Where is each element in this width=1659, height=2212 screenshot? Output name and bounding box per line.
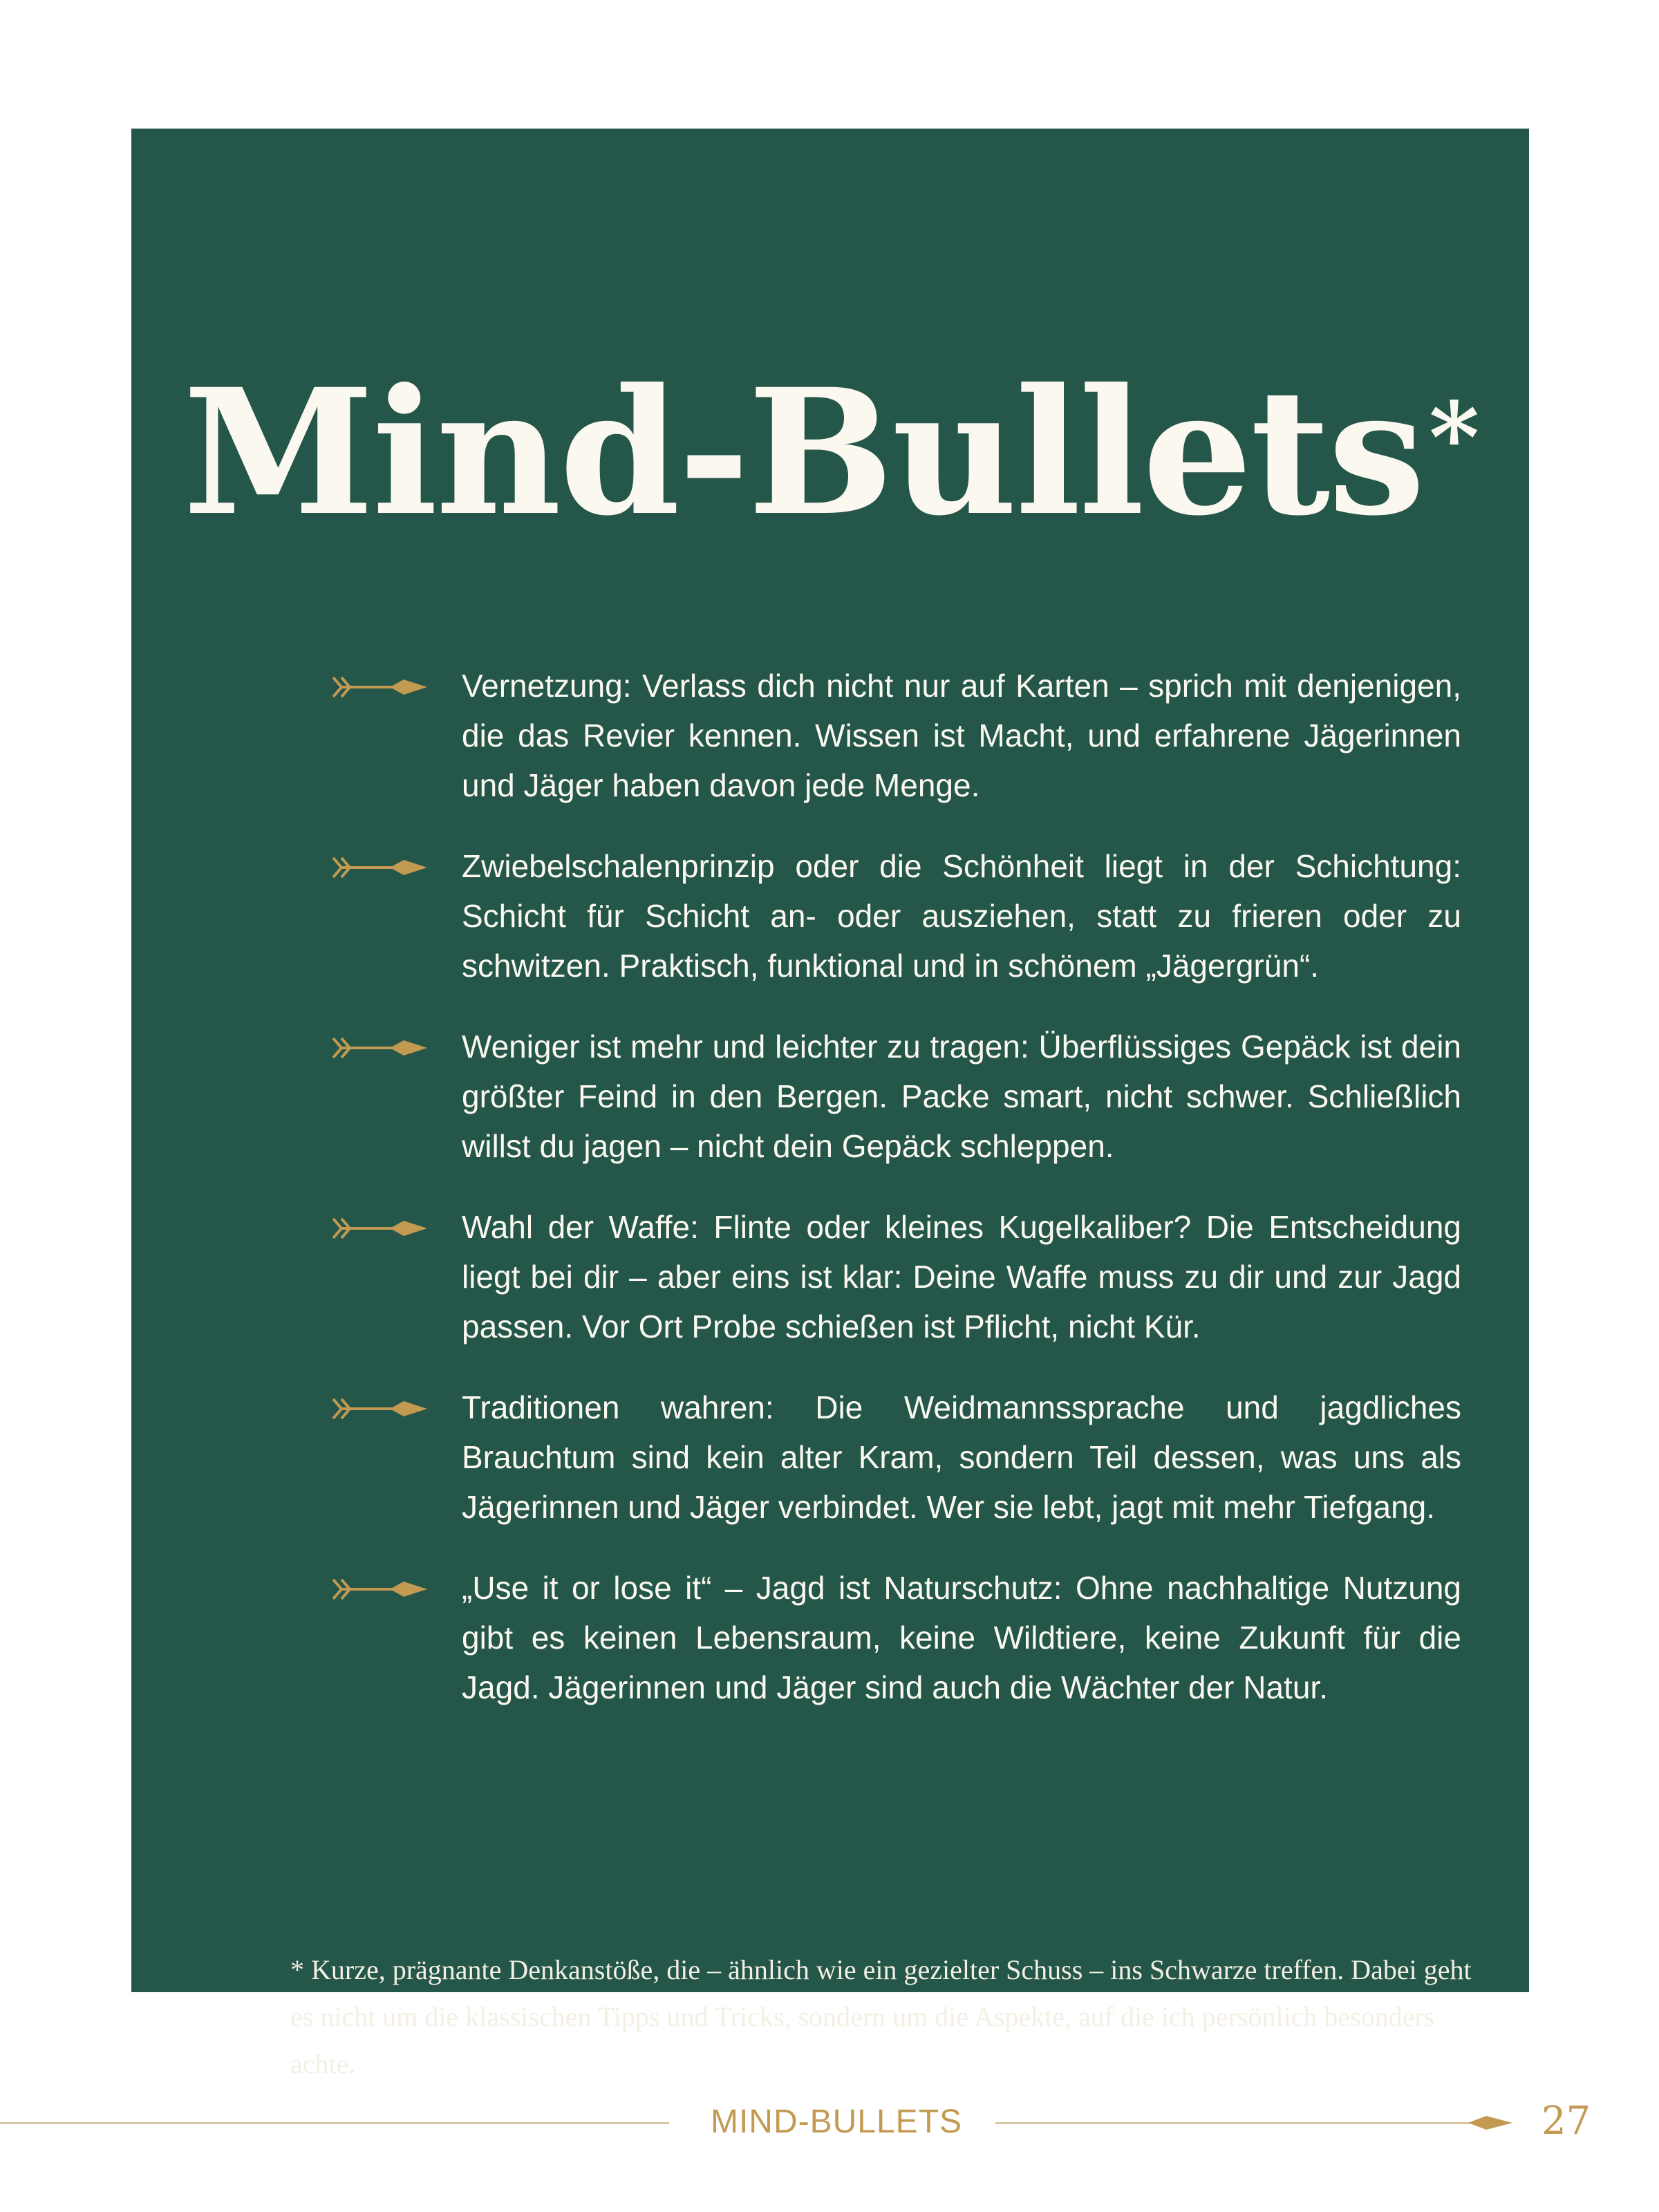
list-item [131, 661, 1529, 810]
bullet-text: „Use it or lose it“ – Jagd ist Naturschutz: Ohne nachhaltige Nutzung gibt es keinen Lebensraum, keine Wildtiere, keine Zukunft für die Jagd. Jägerinnen und Jäger sind auch die Wächter der Natur. [462, 1570, 1461, 1705]
list-item [131, 841, 1529, 991]
arrow-icon [332, 1035, 429, 1060]
bullet-text: Vernetzung: Verlass dich nicht nur auf Karten – sprich mit denjenigen, die das Revier kennen. Wissen ist Macht, und erfahrene Jägerinnen und Jäger haben davon jede Menge. [462, 668, 1461, 803]
list-item [131, 1563, 1529, 1712]
arrow-icon [332, 855, 429, 880]
bullet-text: Zwiebelschalenprinzip oder die Schönheit liegt in der Schichtung: Schicht für Schicht an- oder ausziehen, statt zu frieren oder zu schwitzen. Praktisch, funktional und in schönem „Jägergrün“. [462, 848, 1461, 984]
footnote: * Kurze, prägnante Denkanstöße, die – ähnlich wie ein gezielter Schuss – ins Schwarze treffen. Dabei geht es nicht um die klassischen Tipps und Tricks, sondern um die Aspekte, auf die ich persönlich besonders achte. [290, 1954, 1472, 2079]
arrow-icon [332, 1577, 429, 1602]
asterisk-mark: * [1429, 382, 1478, 495]
list-item [131, 1022, 1529, 1171]
list-item [131, 1382, 1529, 1532]
bullet-text: Wahl der Waffe: Flinte oder kleines Kugelkaliber? Die Entscheidung liegt bei dir – aber eins ist klar: Deine Waffe muss zu dir und zur Jagd passen. Vor Ort Probe schießen ist Pflicht, nicht Kür. [462, 1209, 1461, 1344]
arrow-icon [332, 1396, 429, 1421]
bullet-text: Traditionen wahren: Die Weidmannssprache und jagdliches Brauchtum sind kein alter Kram, sondern Teil dessen, was uns als Jägerinnen und Jäger verbindet. Wer sie lebt, jagt mit mehr Tiefgang. [462, 1389, 1461, 1525]
arrow-icon [332, 1216, 429, 1241]
bullet-list [131, 661, 1529, 1743]
page-number: 27 [1541, 2099, 1591, 2144]
footer-rule-right [995, 2122, 1472, 2124]
arrow-icon [332, 675, 429, 700]
content-panel [131, 129, 1529, 2079]
arrow-icon [1465, 2112, 1514, 2133]
bullet-text: Weniger ist mehr und leichter zu tragen: Überflüssiges Gepäck ist dein größter Feind in den Bergen. Packe smart, nicht schwer. Schließlich willst du jagen – nicht dein Gepäck schleppen. [462, 1029, 1461, 1164]
page-title [131, 348, 1529, 556]
list-item [131, 1202, 1529, 1351]
running-head: MIND-BULLETS [710, 2103, 963, 2140]
footer-rule-left [0, 2122, 669, 2124]
page-title-text: Mind-Bullets [182, 350, 1424, 554]
